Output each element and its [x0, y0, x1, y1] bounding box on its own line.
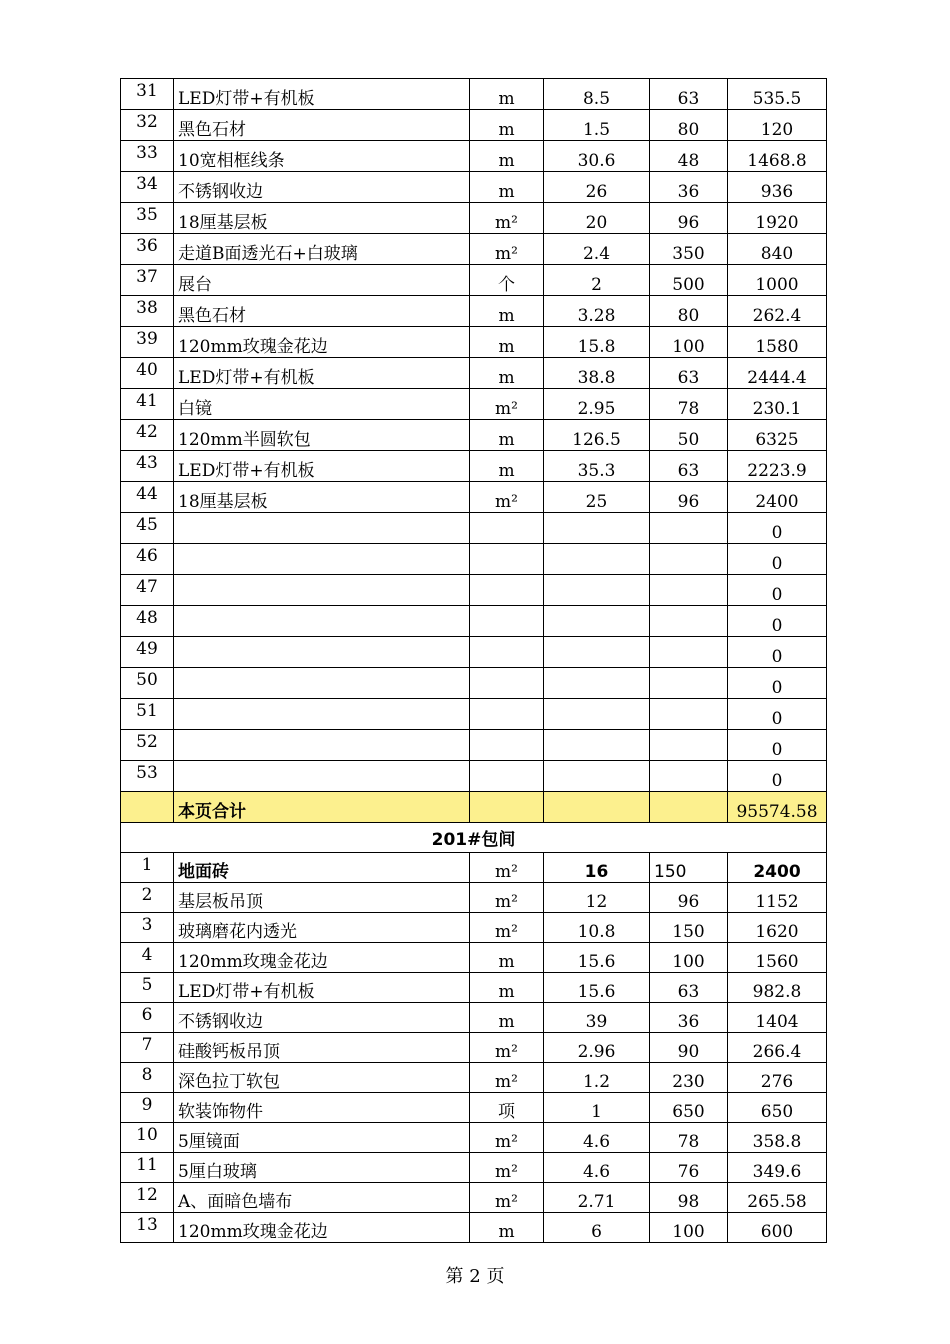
amount-cell: 600: [728, 1213, 827, 1243]
item-name-cell: 硅酸钙板吊顶: [174, 1033, 470, 1063]
unit-price-cell: [650, 575, 728, 606]
amount-cell: 349.6: [728, 1153, 827, 1183]
quantity-cell: [544, 513, 650, 544]
quantity-cell: [544, 699, 650, 730]
amount-cell: 1404: [728, 1003, 827, 1033]
amount-cell: 6325: [728, 420, 827, 451]
amount-cell: 0: [728, 575, 827, 606]
unit-cell: m: [470, 327, 544, 358]
table-row: [121, 1033, 827, 1063]
quantity-cell: 15.8: [544, 327, 650, 358]
item-name-cell: [174, 606, 470, 637]
amount-cell: 1580: [728, 327, 827, 358]
row-number-cell: 44: [121, 482, 174, 513]
unit-cell: [470, 513, 544, 544]
table-row: [121, 420, 827, 451]
quantity-cell: 6: [544, 1213, 650, 1243]
item-name-cell: A、面暗色墙布: [174, 1183, 470, 1213]
row-number-cell: 6: [121, 1003, 174, 1033]
quantity-cell: 10.8: [544, 913, 650, 943]
quantity-cell: 15.6: [544, 973, 650, 1003]
unit-cell: [470, 575, 544, 606]
subtotal-label: 本页合计: [174, 792, 470, 823]
row-number-cell: 36: [121, 234, 174, 265]
unit-price-cell: 96: [650, 883, 728, 913]
item-name-cell: LED灯带+有机板: [174, 358, 470, 389]
row-number-cell: 12: [121, 1183, 174, 1213]
quantity-cell: 16: [544, 853, 650, 883]
quantity-cell: 12: [544, 883, 650, 913]
unit-cell: m: [470, 943, 544, 973]
unit-cell: m²: [470, 1033, 544, 1063]
unit-price-cell: [650, 699, 728, 730]
table-row: [121, 1153, 827, 1183]
amount-cell: 0: [728, 699, 827, 730]
amount-cell: 120: [728, 110, 827, 141]
unit-price-cell: 96: [650, 203, 728, 234]
table-row: [121, 544, 827, 575]
item-name-cell: 深色拉丁软包: [174, 1063, 470, 1093]
row-number-cell: 53: [121, 761, 174, 792]
item-name-cell: [174, 513, 470, 544]
item-name-cell: [174, 668, 470, 699]
row-number-cell: 11: [121, 1153, 174, 1183]
amount-cell: 1560: [728, 943, 827, 973]
item-name-cell: [174, 761, 470, 792]
unit-price-cell: 100: [650, 327, 728, 358]
unit-price-cell: 63: [650, 79, 728, 110]
amount-cell: 266.4: [728, 1033, 827, 1063]
row-number-cell: 1: [121, 853, 174, 883]
unit-cell: m²: [470, 1183, 544, 1213]
row-number-cell: 2: [121, 883, 174, 913]
amount-cell: 2400: [728, 853, 827, 883]
quantity-cell: 39: [544, 1003, 650, 1033]
unit-cell: m²: [470, 203, 544, 234]
unit-price-cell: 650: [650, 1093, 728, 1123]
item-name-cell: 120mm半圆软包: [174, 420, 470, 451]
table-row: [121, 973, 827, 1003]
unit-cell: m: [470, 973, 544, 1003]
item-name-cell: [174, 699, 470, 730]
amount-cell: 982.8: [728, 973, 827, 1003]
unit-cell: m²: [470, 913, 544, 943]
quantity-cell: 8.5: [544, 79, 650, 110]
unit-cell: [470, 668, 544, 699]
unit-cell: [470, 699, 544, 730]
quotation-sheet: [120, 78, 826, 1243]
unit-price-cell: 76: [650, 1153, 728, 1183]
section-title: 201#包间: [121, 823, 827, 853]
item-name-cell: 玻璃磨花内透光: [174, 913, 470, 943]
unit-price-cell: [650, 668, 728, 699]
amount-cell: 0: [728, 761, 827, 792]
table-row: [121, 853, 827, 883]
amount-cell: 1920: [728, 203, 827, 234]
table-row: [121, 296, 827, 327]
unit-cell: m: [470, 79, 544, 110]
subtotal-no-cell: [121, 792, 174, 823]
item-name-cell: [174, 730, 470, 761]
quantity-cell: 1: [544, 1093, 650, 1123]
quotation-table: [120, 78, 827, 1243]
row-number-cell: 47: [121, 575, 174, 606]
unit-cell: m²: [470, 389, 544, 420]
amount-cell: 2400: [728, 482, 827, 513]
row-number-cell: 42: [121, 420, 174, 451]
row-number-cell: 48: [121, 606, 174, 637]
quantity-cell: 26: [544, 172, 650, 203]
quantity-cell: [544, 761, 650, 792]
row-number-cell: 45: [121, 513, 174, 544]
table-row: [121, 1213, 827, 1243]
amount-cell: 262.4: [728, 296, 827, 327]
table-row: [121, 1183, 827, 1213]
quantity-cell: 2.71: [544, 1183, 650, 1213]
row-number-cell: 37: [121, 265, 174, 296]
unit-cell: m: [470, 1003, 544, 1033]
amount-cell: 358.8: [728, 1123, 827, 1153]
item-name-cell: 不锈钢收边: [174, 1003, 470, 1033]
amount-cell: 936: [728, 172, 827, 203]
unit-price-cell: [650, 606, 728, 637]
item-name-cell: 黑色石材: [174, 110, 470, 141]
table-row: [121, 1003, 827, 1033]
row-number-cell: 50: [121, 668, 174, 699]
item-name-cell: 基层板吊顶: [174, 883, 470, 913]
item-name-cell: LED灯带+有机板: [174, 973, 470, 1003]
item-name-cell: LED灯带+有机板: [174, 451, 470, 482]
amount-cell: 650: [728, 1093, 827, 1123]
amount-cell: 0: [728, 513, 827, 544]
row-number-cell: 10: [121, 1123, 174, 1153]
row-number-cell: 43: [121, 451, 174, 482]
item-name-cell: 18厘基层板: [174, 482, 470, 513]
page-number: 第 2 页: [445, 1266, 505, 1287]
unit-price-cell: 100: [650, 943, 728, 973]
table-row: [121, 606, 827, 637]
item-name-cell: 软装饰物件: [174, 1093, 470, 1123]
subtotal-unit-cell: [470, 792, 544, 823]
table-row: [121, 575, 827, 606]
unit-price-cell: 90: [650, 1033, 728, 1063]
quantity-cell: 25: [544, 482, 650, 513]
quantity-cell: 30.6: [544, 141, 650, 172]
row-number-cell: 33: [121, 141, 174, 172]
row-number-cell: 52: [121, 730, 174, 761]
row-number-cell: 8: [121, 1063, 174, 1093]
quantity-cell: [544, 606, 650, 637]
unit-price-cell: 230: [650, 1063, 728, 1093]
section-header-row: [121, 823, 827, 853]
amount-cell: 535.5: [728, 79, 827, 110]
subtotal-price-cell: [650, 792, 728, 823]
unit-cell: m²: [470, 853, 544, 883]
unit-cell: [470, 544, 544, 575]
row-number-cell: 46: [121, 544, 174, 575]
table-row: [121, 730, 827, 761]
unit-price-cell: 500: [650, 265, 728, 296]
row-number-cell: 51: [121, 699, 174, 730]
item-name-cell: 黑色石材: [174, 296, 470, 327]
table-body: [121, 79, 827, 1243]
unit-cell: 项: [470, 1093, 544, 1123]
item-name-cell: 白镜: [174, 389, 470, 420]
quantity-cell: [544, 668, 650, 699]
unit-price-cell: [650, 761, 728, 792]
unit-cell: m: [470, 420, 544, 451]
table-row: [121, 79, 827, 110]
table-row: [121, 883, 827, 913]
row-number-cell: 39: [121, 327, 174, 358]
unit-cell: m: [470, 172, 544, 203]
row-number-cell: 13: [121, 1213, 174, 1243]
unit-cell: 个: [470, 265, 544, 296]
quantity-cell: 2: [544, 265, 650, 296]
item-name-cell: [174, 637, 470, 668]
quantity-cell: 2.96: [544, 1033, 650, 1063]
table-row: [121, 913, 827, 943]
unit-price-cell: 36: [650, 172, 728, 203]
row-number-cell: 35: [121, 203, 174, 234]
table-row: [121, 482, 827, 513]
amount-cell: 276: [728, 1063, 827, 1093]
amount-cell: 1620: [728, 913, 827, 943]
item-name-cell: [174, 544, 470, 575]
table-row: [121, 327, 827, 358]
item-name-cell: [174, 575, 470, 606]
page-subtotal-row: [121, 792, 827, 823]
unit-cell: [470, 730, 544, 761]
row-number-cell: 38: [121, 296, 174, 327]
quantity-cell: [544, 637, 650, 668]
row-number-cell: 31: [121, 79, 174, 110]
table-row: [121, 234, 827, 265]
row-number-cell: 4: [121, 943, 174, 973]
unit-cell: m: [470, 141, 544, 172]
item-name-cell: 120mm玫瑰金花边: [174, 327, 470, 358]
quantity-cell: 35.3: [544, 451, 650, 482]
quantity-cell: 4.6: [544, 1123, 650, 1153]
quantity-cell: 3.28: [544, 296, 650, 327]
unit-cell: [470, 637, 544, 668]
table-row: [121, 513, 827, 544]
quantity-cell: 38.8: [544, 358, 650, 389]
unit-price-cell: 63: [650, 451, 728, 482]
table-row: [121, 1063, 827, 1093]
unit-price-cell: 78: [650, 1123, 728, 1153]
table-row: [121, 1093, 827, 1123]
unit-price-cell: [650, 637, 728, 668]
table-row: [121, 699, 827, 730]
amount-cell: 0: [728, 668, 827, 699]
unit-price-cell: 150: [650, 853, 728, 883]
amount-cell: 2223.9: [728, 451, 827, 482]
unit-cell: m: [470, 358, 544, 389]
quantity-cell: [544, 575, 650, 606]
row-number-cell: 49: [121, 637, 174, 668]
table-row: [121, 358, 827, 389]
quantity-cell: 15.6: [544, 943, 650, 973]
unit-cell: [470, 761, 544, 792]
row-number-cell: 32: [121, 110, 174, 141]
amount-cell: 1000: [728, 265, 827, 296]
table-row: [121, 451, 827, 482]
subtotal-value: 95574.58: [728, 792, 827, 823]
unit-cell: m²: [470, 234, 544, 265]
unit-cell: m²: [470, 1153, 544, 1183]
table-row: [121, 110, 827, 141]
quantity-cell: 1.2: [544, 1063, 650, 1093]
table-row: [121, 943, 827, 973]
quantity-cell: 20: [544, 203, 650, 234]
item-name-cell: 走道B面透光石+白玻璃: [174, 234, 470, 265]
amount-cell: 1468.8: [728, 141, 827, 172]
unit-price-cell: [650, 730, 728, 761]
unit-cell: m²: [470, 1063, 544, 1093]
quantity-cell: [544, 730, 650, 761]
subtotal-qty-cell: [544, 792, 650, 823]
unit-price-cell: [650, 513, 728, 544]
amount-cell: 0: [728, 730, 827, 761]
amount-cell: 1152: [728, 883, 827, 913]
unit-price-cell: 63: [650, 973, 728, 1003]
unit-price-cell: 48: [650, 141, 728, 172]
unit-cell: m²: [470, 1123, 544, 1153]
item-name-cell: 120mm玫瑰金花边: [174, 1213, 470, 1243]
unit-price-cell: 78: [650, 389, 728, 420]
table-row: [121, 389, 827, 420]
amount-cell: 2444.4: [728, 358, 827, 389]
unit-price-cell: 150: [650, 913, 728, 943]
item-name-cell: 10宽相框线条: [174, 141, 470, 172]
quantity-cell: [544, 544, 650, 575]
quantity-cell: 2.4: [544, 234, 650, 265]
unit-cell: m: [470, 296, 544, 327]
table-row: [121, 265, 827, 296]
unit-cell: m: [470, 1213, 544, 1243]
unit-price-cell: 50: [650, 420, 728, 451]
amount-cell: 0: [728, 544, 827, 575]
unit-cell: [470, 606, 544, 637]
item-name-cell: 不锈钢收边: [174, 172, 470, 203]
unit-price-cell: 96: [650, 482, 728, 513]
unit-cell: m: [470, 451, 544, 482]
row-number-cell: 7: [121, 1033, 174, 1063]
unit-price-cell: 80: [650, 296, 728, 327]
unit-price-cell: [650, 544, 728, 575]
unit-price-cell: 80: [650, 110, 728, 141]
quantity-cell: 126.5: [544, 420, 650, 451]
row-number-cell: 3: [121, 913, 174, 943]
quantity-cell: 2.95: [544, 389, 650, 420]
unit-price-cell: 36: [650, 1003, 728, 1033]
row-number-cell: 40: [121, 358, 174, 389]
table-row: [121, 668, 827, 699]
table-row: [121, 1123, 827, 1153]
item-name-cell: 展台: [174, 265, 470, 296]
item-name-cell: 5厘镜面: [174, 1123, 470, 1153]
row-number-cell: 5: [121, 973, 174, 1003]
row-number-cell: 41: [121, 389, 174, 420]
amount-cell: 265.58: [728, 1183, 827, 1213]
row-number-cell: 9: [121, 1093, 174, 1123]
item-name-cell: 地面砖: [174, 853, 470, 883]
unit-cell: m²: [470, 482, 544, 513]
unit-price-cell: 98: [650, 1183, 728, 1213]
item-name-cell: 5厘白玻璃: [174, 1153, 470, 1183]
table-row: [121, 172, 827, 203]
quantity-cell: 4.6: [544, 1153, 650, 1183]
amount-cell: 840: [728, 234, 827, 265]
amount-cell: 230.1: [728, 389, 827, 420]
unit-price-cell: 350: [650, 234, 728, 265]
table-row: [121, 141, 827, 172]
amount-cell: 0: [728, 606, 827, 637]
amount-cell: 0: [728, 637, 827, 668]
row-number-cell: 34: [121, 172, 174, 203]
quantity-cell: 1.5: [544, 110, 650, 141]
item-name-cell: 120mm玫瑰金花边: [174, 943, 470, 973]
table-row: [121, 761, 827, 792]
unit-cell: m²: [470, 883, 544, 913]
item-name-cell: LED灯带+有机板: [174, 79, 470, 110]
unit-cell: m: [470, 110, 544, 141]
item-name-cell: 18厘基层板: [174, 203, 470, 234]
unit-price-cell: 100: [650, 1213, 728, 1243]
table-row: [121, 637, 827, 668]
table-row: [121, 203, 827, 234]
unit-price-cell: 63: [650, 358, 728, 389]
